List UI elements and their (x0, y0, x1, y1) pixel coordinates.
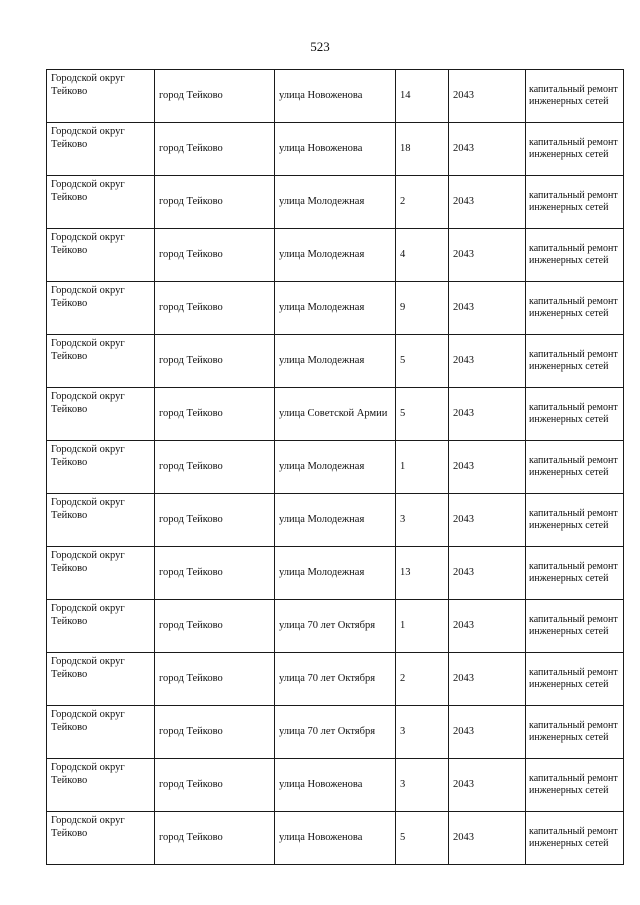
street-cell: улица 70 лет Октября (275, 706, 396, 759)
year-cell: 2043 (449, 441, 526, 494)
street-cell: улица Новоженова (275, 812, 396, 865)
year-cell: 2043 (449, 388, 526, 441)
settlement-cell: город Тейково (155, 70, 275, 123)
table-row (47, 706, 624, 759)
work-type-cell: капитальный ремонт инженерных сетей (526, 441, 624, 494)
year-cell: 2043 (449, 229, 526, 282)
municipality-cell: Городской округ Тейково (47, 494, 155, 547)
year-cell: 2043 (449, 335, 526, 388)
house-number-cell: 1 (396, 441, 449, 494)
house-number-cell: 4 (396, 229, 449, 282)
municipality-cell: Городской округ Тейково (47, 600, 155, 653)
house-number-cell: 13 (396, 547, 449, 600)
street-cell: улица Молодежная (275, 282, 396, 335)
municipality-cell: Городской округ Тейково (47, 335, 155, 388)
street-cell: улица Молодежная (275, 335, 396, 388)
street-cell: улица Молодежная (275, 494, 396, 547)
work-type-cell: капитальный ремонт инженерных сетей (526, 812, 624, 865)
settlement-cell: город Тейково (155, 229, 275, 282)
house-number-cell: 2 (396, 176, 449, 229)
work-type-cell: капитальный ремонт инженерных сетей (526, 388, 624, 441)
settlement-cell: город Тейково (155, 600, 275, 653)
house-number-cell: 3 (396, 494, 449, 547)
street-cell: улица 70 лет Октября (275, 600, 396, 653)
street-cell: улица Новоженова (275, 123, 396, 176)
street-cell: улица Молодежная (275, 229, 396, 282)
table-row (47, 441, 624, 494)
municipality-cell: Городской округ Тейково (47, 441, 155, 494)
settlement-cell: город Тейково (155, 706, 275, 759)
work-type-cell: капитальный ремонт инженерных сетей (526, 335, 624, 388)
table-row (47, 494, 624, 547)
house-number-cell: 1 (396, 600, 449, 653)
year-cell: 2043 (449, 706, 526, 759)
work-type-cell: капитальный ремонт инженерных сетей (526, 176, 624, 229)
house-number-cell: 2 (396, 653, 449, 706)
year-cell: 2043 (449, 600, 526, 653)
settlement-cell: город Тейково (155, 653, 275, 706)
house-number-cell: 5 (396, 388, 449, 441)
municipality-cell: Городской округ Тейково (47, 282, 155, 335)
year-cell: 2043 (449, 282, 526, 335)
table-row (47, 335, 624, 388)
municipality-cell: Городской округ Тейково (47, 70, 155, 123)
table-row (47, 229, 624, 282)
municipality-cell: Городской округ Тейково (47, 388, 155, 441)
settlement-cell: город Тейково (155, 282, 275, 335)
year-cell: 2043 (449, 176, 526, 229)
work-type-cell: капитальный ремонт инженерных сетей (526, 600, 624, 653)
street-cell: улица Молодежная (275, 547, 396, 600)
work-type-cell: капитальный ремонт инженерных сетей (526, 70, 624, 123)
municipality-cell: Городской округ Тейково (47, 229, 155, 282)
work-type-cell: капитальный ремонт инженерных сетей (526, 282, 624, 335)
work-type-cell: капитальный ремонт инженерных сетей (526, 494, 624, 547)
year-cell: 2043 (449, 547, 526, 600)
house-number-cell: 3 (396, 759, 449, 812)
table-body (47, 70, 624, 865)
table-row (47, 547, 624, 600)
house-number-cell: 3 (396, 706, 449, 759)
work-type-cell: капитальный ремонт инженерных сетей (526, 229, 624, 282)
year-cell: 2043 (449, 653, 526, 706)
street-cell: улица Новоженова (275, 759, 396, 812)
table-row (47, 176, 624, 229)
table-row (47, 653, 624, 706)
settlement-cell: город Тейково (155, 812, 275, 865)
work-type-cell: капитальный ремонт инженерных сетей (526, 706, 624, 759)
house-number-cell: 5 (396, 812, 449, 865)
year-cell: 2043 (449, 759, 526, 812)
settlement-cell: город Тейково (155, 388, 275, 441)
table-row (47, 282, 624, 335)
house-number-cell: 18 (396, 123, 449, 176)
table-row (47, 388, 624, 441)
work-type-cell: капитальный ремонт инженерных сетей (526, 759, 624, 812)
year-cell: 2043 (449, 123, 526, 176)
municipality-cell: Городской округ Тейково (47, 176, 155, 229)
street-cell: улица Молодежная (275, 441, 396, 494)
settlement-cell: город Тейково (155, 335, 275, 388)
table-row (47, 812, 624, 865)
work-type-cell: капитальный ремонт инженерных сетей (526, 653, 624, 706)
settlement-cell: город Тейково (155, 441, 275, 494)
settlement-cell: город Тейково (155, 759, 275, 812)
municipality-cell: Городской округ Тейково (47, 706, 155, 759)
repair-schedule-table (46, 69, 624, 865)
street-cell: улица Новоженова (275, 70, 396, 123)
table-row (47, 759, 624, 812)
settlement-cell: город Тейково (155, 494, 275, 547)
street-cell: улица Молодежная (275, 176, 396, 229)
municipality-cell: Городской округ Тейково (47, 123, 155, 176)
table-row (47, 70, 624, 123)
house-number-cell: 9 (396, 282, 449, 335)
work-type-cell: капитальный ремонт инженерных сетей (526, 123, 624, 176)
house-number-cell: 5 (396, 335, 449, 388)
street-cell: улица 70 лет Октября (275, 653, 396, 706)
year-cell: 2043 (449, 494, 526, 547)
municipality-cell: Городской округ Тейково (47, 653, 155, 706)
work-type-cell: капитальный ремонт инженерных сетей (526, 547, 624, 600)
table-row (47, 600, 624, 653)
municipality-cell: Городской округ Тейково (47, 547, 155, 600)
table-row (47, 123, 624, 176)
street-cell: улица Советской Армии (275, 388, 396, 441)
municipality-cell: Городской округ Тейково (47, 759, 155, 812)
year-cell: 2043 (449, 70, 526, 123)
house-number-cell: 14 (396, 70, 449, 123)
municipality-cell: Городской округ Тейково (47, 812, 155, 865)
page-number: 523 (310, 39, 330, 54)
year-cell: 2043 (449, 812, 526, 865)
settlement-cell: город Тейково (155, 547, 275, 600)
settlement-cell: город Тейково (155, 176, 275, 229)
settlement-cell: город Тейково (155, 123, 275, 176)
